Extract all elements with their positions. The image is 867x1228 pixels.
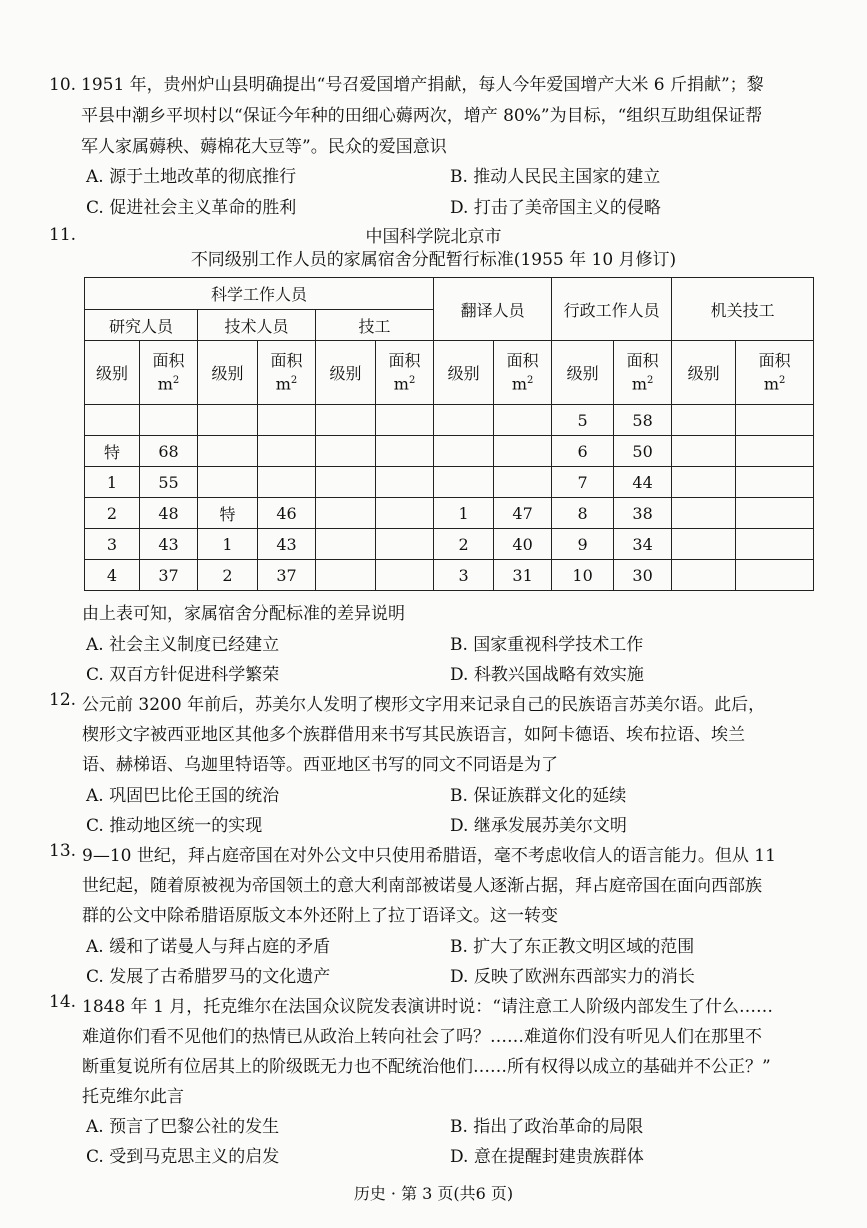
option-b[interactable]: B. 保证族群文化的延续	[450, 786, 627, 806]
table-row	[85, 560, 814, 591]
table-cell	[736, 498, 814, 529]
table-cell: 48	[140, 498, 198, 529]
table-cell: 9	[552, 529, 614, 560]
option-c[interactable]: C. 受到马克思主义的启发	[86, 1147, 280, 1167]
header-area: 面积 $m^2$	[140, 341, 198, 405]
header-area: 面积 $m^2$	[258, 341, 316, 405]
page-footer: 历史 · 第 3 页(共6 页)	[353, 1184, 514, 1203]
table-cell	[736, 529, 814, 560]
table-cell	[736, 436, 814, 467]
table-cell	[316, 405, 376, 436]
table-cell	[494, 436, 552, 467]
header-area: 面积 $m^2$	[614, 341, 672, 405]
question-stem-line: 公元前 3200 年前后，苏美尔人发明了楔形文字用来记录自己的民族语言苏美尔语。此后，	[82, 695, 766, 715]
option-b[interactable]: B. 国家重视科学技术工作	[450, 635, 644, 655]
table-cell: 34	[614, 529, 672, 560]
table-cell	[736, 467, 814, 498]
table-cell	[434, 405, 494, 436]
table-cell: 40	[494, 529, 552, 560]
table-cell	[672, 467, 736, 498]
table-cell: 37	[140, 560, 198, 591]
question-number: 10.	[49, 75, 77, 95]
header-area: 面积 $m^2$	[736, 341, 814, 405]
table-cell: 43	[258, 529, 316, 560]
option-d[interactable]: D. 意在提醒封建贵族群体	[450, 1147, 644, 1167]
table-cell: 30	[614, 560, 672, 591]
table-cell: 50	[614, 436, 672, 467]
table-cell: 68	[140, 436, 198, 467]
table-cell	[736, 405, 814, 436]
header-level: 级别	[672, 341, 736, 405]
table-cell	[672, 436, 736, 467]
table-cell: 1	[198, 529, 258, 560]
table-cell: 43	[140, 529, 198, 560]
table-title-line-2: 不同级别工作人员的家属宿舍分配暂行标准(1955 年 10 月修订)	[190, 250, 677, 270]
table-cell	[316, 498, 376, 529]
table-row	[85, 467, 814, 498]
table-row	[85, 436, 814, 467]
question-stem-line: 1951 年，贵州炉山县明确提出“号召爱国增产捐献，每人今年爱国增产大米 6 斤捐献”；黎	[81, 75, 764, 95]
header-level: 级别	[85, 341, 140, 405]
header-technician: 技术人员	[198, 310, 316, 341]
housing-standard-table	[84, 277, 814, 591]
table-cell	[198, 436, 258, 467]
header-area: 面积 $m^2$	[494, 341, 552, 405]
table-cell: 1	[85, 467, 140, 498]
option-c[interactable]: C. 推动地区统一的实现	[86, 816, 263, 836]
table-cell: 3	[85, 529, 140, 560]
option-d[interactable]: D. 打击了美帝国主义的侵略	[450, 198, 661, 218]
header-level: 级别	[198, 341, 258, 405]
header-level: 级别	[434, 341, 494, 405]
table-cell	[316, 436, 376, 467]
option-c[interactable]: C. 促进社会主义革命的胜利	[86, 198, 297, 218]
option-a[interactable]: A. 预言了巴黎公社的发生	[86, 1117, 280, 1137]
option-b[interactable]: B. 指出了政治革命的局限	[450, 1117, 644, 1137]
table-cell: 2	[85, 498, 140, 529]
table-cell: 55	[140, 467, 198, 498]
table-cell	[434, 467, 494, 498]
table-cell: 10	[552, 560, 614, 591]
option-c[interactable]: C. 双百方针促进科学繁荣	[86, 665, 280, 685]
question-number: 11.	[49, 225, 77, 245]
table-cell	[85, 405, 140, 436]
table-cell: 58	[614, 405, 672, 436]
question-stem-line: 群的公文中除希腊语原版文本外还附上了拉丁语译文。这一转变	[82, 906, 558, 926]
table-title-line-1: 中国科学院北京市	[365, 227, 502, 247]
table-cell	[672, 529, 736, 560]
table-cell	[434, 436, 494, 467]
header-area: 面积 $m^2$	[376, 341, 434, 405]
header-level: 级别	[316, 341, 376, 405]
table-cell: 6	[552, 436, 614, 467]
option-b[interactable]: B. 推动人民民主国家的建立	[450, 167, 661, 187]
table-cell: 2	[434, 529, 494, 560]
table-row	[85, 405, 814, 436]
table-cell	[258, 467, 316, 498]
table-cell	[376, 529, 434, 560]
option-a[interactable]: A. 巩固巴比伦王国的统治	[86, 786, 280, 806]
table-cell: 8	[552, 498, 614, 529]
question-number: 14.	[49, 992, 77, 1012]
table-cell: 3	[434, 560, 494, 591]
question-stem-line: 世纪起，随着原被视为帝国领土的意大利南部被诺曼人逐渐占据，拜占庭帝国在面向西部族	[82, 876, 762, 896]
header-skilled-worker: 技工	[316, 310, 434, 341]
table-cell	[494, 467, 552, 498]
table-cell: 1	[434, 498, 494, 529]
table-cell: 特	[85, 436, 140, 467]
header-science-staff: 科学工作人员	[85, 278, 434, 310]
option-d[interactable]: D. 继承发展苏美尔文明	[450, 816, 627, 836]
question-stem-line: 9—10 世纪，拜占庭帝国在对外公文中只使用希腊语，毫不考虑收信人的语言能力。但从 11	[82, 846, 776, 866]
table-cell: 5	[552, 405, 614, 436]
table-cell	[672, 405, 736, 436]
question-stem-line: 楔形文字被西亚地区其他多个族群借用来书写其民族语言，如阿卡德语、埃布拉语、埃兰	[82, 725, 745, 745]
table-cell	[376, 467, 434, 498]
question-number: 12.	[49, 690, 77, 710]
question-stem-line: 军人家属薅秧、薅棉花大豆等”。民众的爱国意识	[81, 137, 447, 157]
table-cell	[198, 467, 258, 498]
header-organ-technician: 机关技工	[672, 278, 814, 341]
header-translator: 翻译人员	[434, 278, 552, 341]
table-row	[85, 498, 814, 529]
table-cell: 47	[494, 498, 552, 529]
header-level: 级别	[552, 341, 614, 405]
option-d[interactable]: D. 科教兴国战略有效实施	[450, 665, 644, 685]
table-cell: 46	[258, 498, 316, 529]
table-cell	[672, 560, 736, 591]
table-cell	[316, 529, 376, 560]
table-cell	[736, 560, 814, 591]
option-a[interactable]: A. 缓和了诺曼人与拜占庭的矛盾	[86, 937, 331, 957]
table-cell	[376, 498, 434, 529]
option-a[interactable]: A. 源于土地改革的彻底推行	[86, 167, 297, 187]
table-cell: 7	[552, 467, 614, 498]
table-cell: 2	[198, 560, 258, 591]
table-cell: 31	[494, 560, 552, 591]
table-cell	[494, 405, 552, 436]
table-cell	[316, 560, 376, 591]
table-cell	[258, 436, 316, 467]
table-cell: 37	[258, 560, 316, 591]
table-cell	[140, 405, 198, 436]
question-stem-line: 托克维尔此言	[82, 1087, 184, 1107]
option-c[interactable]: C. 发展了古希腊罗马的文化遗产	[86, 967, 331, 987]
table-cell	[316, 467, 376, 498]
question-stem: 由上表可知，家属宿舍分配标准的差异说明	[82, 604, 405, 624]
question-number: 13.	[49, 841, 77, 861]
table-cell	[258, 405, 316, 436]
table-cell: 38	[614, 498, 672, 529]
question-stem-line: 断重复说所有位居其上的阶级既无力也不配统治他们……所有权得以成立的基础并不公正？”	[82, 1057, 771, 1077]
table-cell	[198, 405, 258, 436]
question-stem-line: 语、赫梯语、乌迦里特语等。西亚地区书写的同文不同语是为了	[82, 755, 558, 775]
option-b[interactable]: B. 扩大了东正教文明区域的范围	[450, 937, 695, 957]
question-stem-line: 难道你们看不见他们的热情已从政治上转向社会了吗？……难道你们没有听见人们在那里不	[82, 1027, 762, 1047]
table-row	[85, 529, 814, 560]
table-cell	[376, 405, 434, 436]
table-cell	[376, 560, 434, 591]
table-cell: 44	[614, 467, 672, 498]
table-cell: 特	[198, 498, 258, 529]
header-admin-staff: 行政工作人员	[552, 278, 672, 341]
table-cell: 4	[85, 560, 140, 591]
question-stem-line: 平县中潮乡平坝村以“保证今年种的田细心薅两次，增产 80%”为目标，“组织互助组保证帮	[81, 106, 763, 126]
table-cell	[672, 498, 736, 529]
table-cell	[376, 436, 434, 467]
option-d[interactable]: D. 反映了欧洲东西部实力的消长	[450, 967, 695, 987]
option-a[interactable]: A. 社会主义制度已经建立	[86, 635, 280, 655]
question-stem-line: 1848 年 1 月，托克维尔在法国众议院发表演讲时说：“请注意工人阶级内部发生了什么……	[82, 997, 773, 1017]
header-researcher: 研究人员	[85, 310, 198, 341]
